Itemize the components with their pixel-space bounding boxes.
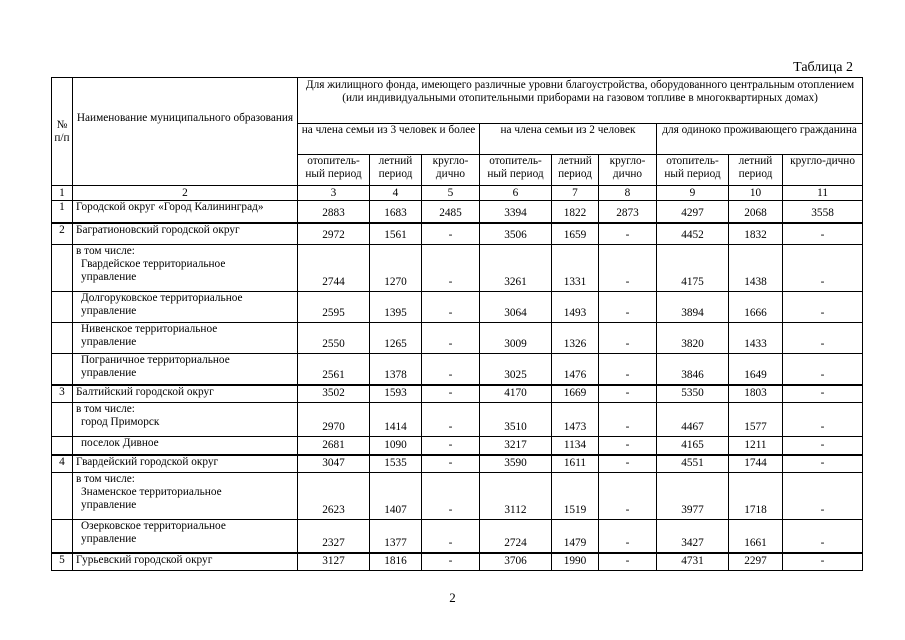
- table-row: [52, 354, 863, 385]
- value-cell: 2724: [480, 520, 552, 553]
- header-family-3: на члена семьи из 3 человек и более: [298, 124, 480, 155]
- value-cell: 3025: [480, 354, 552, 385]
- municipality-name: [73, 403, 298, 437]
- table-row: [52, 245, 863, 292]
- column-number-cell: 8: [599, 186, 657, 201]
- municipality-name-line: Долгоруковское территориальное: [81, 292, 243, 304]
- header-heating-period-2: отопитель-ный период: [480, 155, 552, 186]
- table-row: [52, 473, 863, 520]
- column-number-cell: 6: [480, 186, 552, 201]
- column-number-cell: 9: [657, 186, 729, 201]
- municipality-name: [73, 473, 298, 520]
- municipality-name-line: Гвардейское территориальное: [81, 258, 226, 270]
- value-cell: 1718: [729, 473, 783, 520]
- column-number-cell: 4: [370, 186, 422, 201]
- value-cell: -: [599, 385, 657, 403]
- value-cell: -: [783, 323, 863, 354]
- value-cell: 4467: [657, 403, 729, 437]
- municipality-name: [73, 245, 298, 292]
- value-cell: 1535: [370, 455, 422, 473]
- value-cell: -: [783, 520, 863, 553]
- table-caption: Таблица 2: [793, 60, 853, 75]
- value-cell: -: [599, 455, 657, 473]
- municipality-name-line: Балтийский городской округ: [76, 385, 214, 398]
- value-cell: 1331: [552, 245, 599, 292]
- municipality-name-line: Озерковское территориальное: [81, 520, 226, 532]
- value-cell: -: [422, 245, 480, 292]
- value-cell: -: [422, 403, 480, 437]
- municipality-name: [73, 354, 298, 385]
- header-number-label: № п/п: [54, 118, 70, 144]
- row-index: [52, 473, 73, 520]
- municipality-name: [73, 223, 298, 245]
- value-cell: 2744: [298, 245, 370, 292]
- column-number-cell: 11: [783, 186, 863, 201]
- value-cell: 1493: [552, 292, 599, 323]
- value-cell: -: [599, 403, 657, 437]
- value-cell: -: [422, 223, 480, 245]
- value-cell: 1683: [370, 201, 422, 223]
- row-index: [52, 292, 73, 323]
- value-cell: 3127: [298, 553, 370, 571]
- value-cell: 4452: [657, 223, 729, 245]
- row-index: [52, 323, 73, 354]
- value-cell: 1661: [729, 520, 783, 553]
- value-cell: 1414: [370, 403, 422, 437]
- header-name: Наименование муниципального образования: [73, 78, 298, 186]
- row-index: [52, 403, 73, 437]
- value-cell: 3706: [480, 553, 552, 571]
- value-cell: 4165: [657, 437, 729, 455]
- municipality-name-line: Гвардейский городской округ: [76, 455, 219, 468]
- value-cell: 4297: [657, 201, 729, 223]
- value-cell: -: [783, 473, 863, 520]
- value-cell: -: [422, 437, 480, 455]
- value-cell: -: [599, 223, 657, 245]
- value-cell: 1265: [370, 323, 422, 354]
- header-heating-period-1: отопитель-ный период: [298, 155, 370, 186]
- municipality-name: [73, 520, 298, 553]
- value-cell: 1134: [552, 437, 599, 455]
- value-cell: 3846: [657, 354, 729, 385]
- table-row: [52, 323, 863, 354]
- row-index: 1: [52, 201, 73, 223]
- header-summer-period-2: летний период: [552, 155, 599, 186]
- table-row: [52, 403, 863, 437]
- value-cell: 1744: [729, 455, 783, 473]
- value-cell: -: [599, 292, 657, 323]
- value-cell: -: [422, 323, 480, 354]
- value-cell: -: [783, 245, 863, 292]
- municipality-name-line: управление: [81, 367, 137, 379]
- value-cell: 4170: [480, 385, 552, 403]
- row-index: [52, 354, 73, 385]
- row-index: [52, 437, 73, 455]
- value-cell: 3590: [480, 455, 552, 473]
- value-cell: 3009: [480, 323, 552, 354]
- header-heating-period-3: отопитель-ный период: [657, 155, 729, 186]
- header-family-2: на члена семьи из 2 человек: [480, 124, 657, 155]
- tariff-table: [51, 77, 863, 571]
- value-cell: 1433: [729, 323, 783, 354]
- column-number-cell: 3: [298, 186, 370, 201]
- municipality-name: [73, 437, 298, 455]
- value-cell: -: [783, 403, 863, 437]
- value-cell: 4551: [657, 455, 729, 473]
- value-cell: 1561: [370, 223, 422, 245]
- header-year-round-3: кругло-дично: [783, 155, 863, 186]
- municipality-name-line: Пограничное территориальное: [81, 354, 230, 366]
- table-row: [52, 292, 863, 323]
- value-cell: 1438: [729, 245, 783, 292]
- value-cell: -: [783, 292, 863, 323]
- value-cell: -: [599, 520, 657, 553]
- value-cell: 3977: [657, 473, 729, 520]
- value-cell: -: [422, 455, 480, 473]
- value-cell: 1090: [370, 437, 422, 455]
- value-cell: 2970: [298, 403, 370, 437]
- header-year-round-1: кругло-дично: [422, 155, 480, 186]
- value-cell: 3261: [480, 245, 552, 292]
- value-cell: 1326: [552, 323, 599, 354]
- header-number: [52, 78, 73, 186]
- table-row: [52, 223, 863, 245]
- municipality-name-line: управление: [81, 533, 137, 545]
- value-cell: 1816: [370, 553, 422, 571]
- header-single: для одиноко проживающего гражданина: [657, 124, 863, 155]
- table-row: [52, 520, 863, 553]
- value-cell: -: [783, 223, 863, 245]
- municipality-name: [73, 323, 298, 354]
- value-cell: 2297: [729, 553, 783, 571]
- municipality-name-line: управление: [81, 499, 137, 511]
- value-cell: 2972: [298, 223, 370, 245]
- value-cell: 1803: [729, 385, 783, 403]
- value-cell: 1659: [552, 223, 599, 245]
- value-cell: -: [599, 354, 657, 385]
- column-number-cell: 2: [73, 186, 298, 201]
- value-cell: 1990: [552, 553, 599, 571]
- table-row: [52, 437, 863, 455]
- value-cell: 2595: [298, 292, 370, 323]
- value-cell: 1211: [729, 437, 783, 455]
- value-cell: 3820: [657, 323, 729, 354]
- column-number-cell: 7: [552, 186, 599, 201]
- municipality-name-line: Знаменское территориальное: [81, 486, 222, 498]
- value-cell: 1395: [370, 292, 422, 323]
- row-index: 3: [52, 385, 73, 403]
- value-cell: 1649: [729, 354, 783, 385]
- value-cell: -: [599, 323, 657, 354]
- value-cell: 1270: [370, 245, 422, 292]
- value-cell: 2561: [298, 354, 370, 385]
- municipality-name: [73, 385, 298, 403]
- value-cell: 1479: [552, 520, 599, 553]
- table-row: [52, 385, 863, 403]
- row-index: 4: [52, 455, 73, 473]
- value-cell: 3558: [783, 201, 863, 223]
- row-index: 5: [52, 553, 73, 571]
- value-cell: 1669: [552, 385, 599, 403]
- value-cell: 3894: [657, 292, 729, 323]
- municipality-name-line: в том числе:: [76, 473, 135, 485]
- municipality-name-line: Городской округ «Город Калининград»: [76, 201, 264, 213]
- value-cell: 4175: [657, 245, 729, 292]
- value-cell: 1822: [552, 201, 599, 223]
- value-cell: 4731: [657, 553, 729, 571]
- value-cell: 3112: [480, 473, 552, 520]
- value-cell: 1378: [370, 354, 422, 385]
- value-cell: 2550: [298, 323, 370, 354]
- value-cell: -: [599, 473, 657, 520]
- table-row: [52, 553, 863, 571]
- value-cell: -: [422, 385, 480, 403]
- header-summer-period-1: летний период: [370, 155, 422, 186]
- value-cell: 1407: [370, 473, 422, 520]
- value-cell: 1377: [370, 520, 422, 553]
- municipality-name-line: управление: [81, 305, 137, 317]
- column-number-cell: 5: [422, 186, 480, 201]
- value-cell: 3427: [657, 520, 729, 553]
- municipality-name-line: Нивенское территориальное: [81, 323, 218, 335]
- municipality-name-line: управление: [81, 336, 137, 348]
- value-cell: 2681: [298, 437, 370, 455]
- value-cell: 2327: [298, 520, 370, 553]
- value-cell: 1473: [552, 403, 599, 437]
- value-cell: 1832: [729, 223, 783, 245]
- value-cell: 2623: [298, 473, 370, 520]
- value-cell: 1577: [729, 403, 783, 437]
- value-cell: 3064: [480, 292, 552, 323]
- row-index: 2: [52, 223, 73, 245]
- row-index: [52, 520, 73, 553]
- table-row: [52, 455, 863, 473]
- value-cell: 1666: [729, 292, 783, 323]
- value-cell: -: [783, 385, 863, 403]
- municipality-name-line: Гурьевский городской округ: [76, 553, 213, 566]
- value-cell: -: [783, 354, 863, 385]
- municipality-name: [73, 455, 298, 473]
- municipality-name: [73, 201, 298, 223]
- row-index: [52, 245, 73, 292]
- value-cell: 1611: [552, 455, 599, 473]
- header-year-round-2: кругло-дично: [599, 155, 657, 186]
- value-cell: -: [599, 553, 657, 571]
- value-cell: -: [422, 520, 480, 553]
- column-number-cell: 1: [52, 186, 73, 201]
- value-cell: -: [422, 354, 480, 385]
- value-cell: 1476: [552, 354, 599, 385]
- value-cell: 2883: [298, 201, 370, 223]
- municipality-name-line: в том числе:: [76, 245, 135, 257]
- value-cell: 2485: [422, 201, 480, 223]
- value-cell: 3510: [480, 403, 552, 437]
- value-cell: 1519: [552, 473, 599, 520]
- value-cell: -: [422, 292, 480, 323]
- value-cell: 2068: [729, 201, 783, 223]
- value-cell: 3217: [480, 437, 552, 455]
- municipality-name-line: Багратионовский городской округ: [76, 223, 240, 236]
- header-group: Для жилищного фонда, имеющего различные уровни благоустройства, оборудованного центральным отоплением (или индивидуальными отопительными приборами на газовом топливе в многоквартирных домах): [298, 78, 863, 124]
- municipality-name-line: в том числе:: [76, 403, 135, 415]
- header-summer-period-3: летний период: [729, 155, 783, 186]
- municipality-name-line: управление: [81, 271, 137, 283]
- value-cell: 3506: [480, 223, 552, 245]
- municipality-name-line: поселок Дивное: [81, 437, 159, 449]
- value-cell: -: [599, 437, 657, 455]
- value-cell: -: [599, 245, 657, 292]
- value-cell: -: [422, 473, 480, 520]
- municipality-name: [73, 292, 298, 323]
- municipality-name: [73, 553, 298, 571]
- value-cell: 3502: [298, 385, 370, 403]
- value-cell: 3047: [298, 455, 370, 473]
- value-cell: 2873: [599, 201, 657, 223]
- value-cell: -: [422, 553, 480, 571]
- value-cell: 3394: [480, 201, 552, 223]
- value-cell: -: [783, 553, 863, 571]
- page-number: 2: [449, 590, 456, 605]
- value-cell: -: [783, 455, 863, 473]
- table-row: [52, 201, 863, 223]
- municipality-name-line: город Приморск: [81, 416, 160, 428]
- column-number-cell: 10: [729, 186, 783, 201]
- value-cell: 1593: [370, 385, 422, 403]
- value-cell: -: [783, 437, 863, 455]
- value-cell: 5350: [657, 385, 729, 403]
